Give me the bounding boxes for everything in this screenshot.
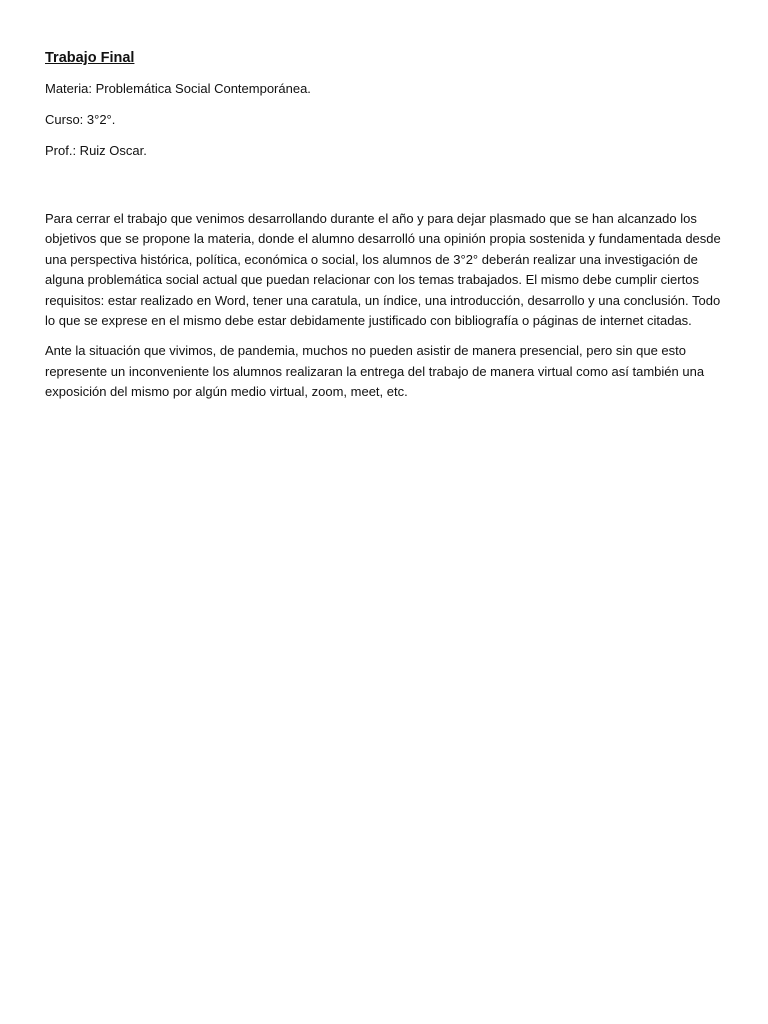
subject-line: Materia: Problemática Social Contemporánea. <box>45 81 311 96</box>
document-page <box>45 48 727 413</box>
course-line: Curso: 3°2°. <box>45 112 116 127</box>
paragraph-pandemic: Ante la situación que vivimos, de pandemia, muchos no pueden asistir de manera presencial, pero sin que esto represente un inconveniente los alumnos realizaran la entrega del trabajo de manera virtual como así también una exposición del mismo por algún medio virtual, zoom, meet, etc. <box>45 343 705 400</box>
document-title: Trabajo Final <box>45 50 135 66</box>
teacher-line: Prof.: Ruiz Oscar. <box>45 143 147 158</box>
blank-space <box>45 173 727 209</box>
paragraph-assignment: Para cerrar el trabajo que venimos desarrollando durante el año y para dejar plasmado que se han alcanzado los objetivos que se propone la materia, donde el alumno desarrolló una opinión propia sostenida y fundamentada desde una perspectiva histórica, política, económica o social, los alumnos de 3°2° deberán realizar una investigación de alguna problemática social actual que puedan relacionar con los temas trabajados. El mismo debe cumplir ciertos requisitos: estar realizado en Word, tener una caratula, un índice, una introducción, desarrollo y una conclusión. Todo lo que se exprese en el mismo debe estar debidamente justificado con bibliografía o páginas de internet citadas. <box>45 211 721 329</box>
